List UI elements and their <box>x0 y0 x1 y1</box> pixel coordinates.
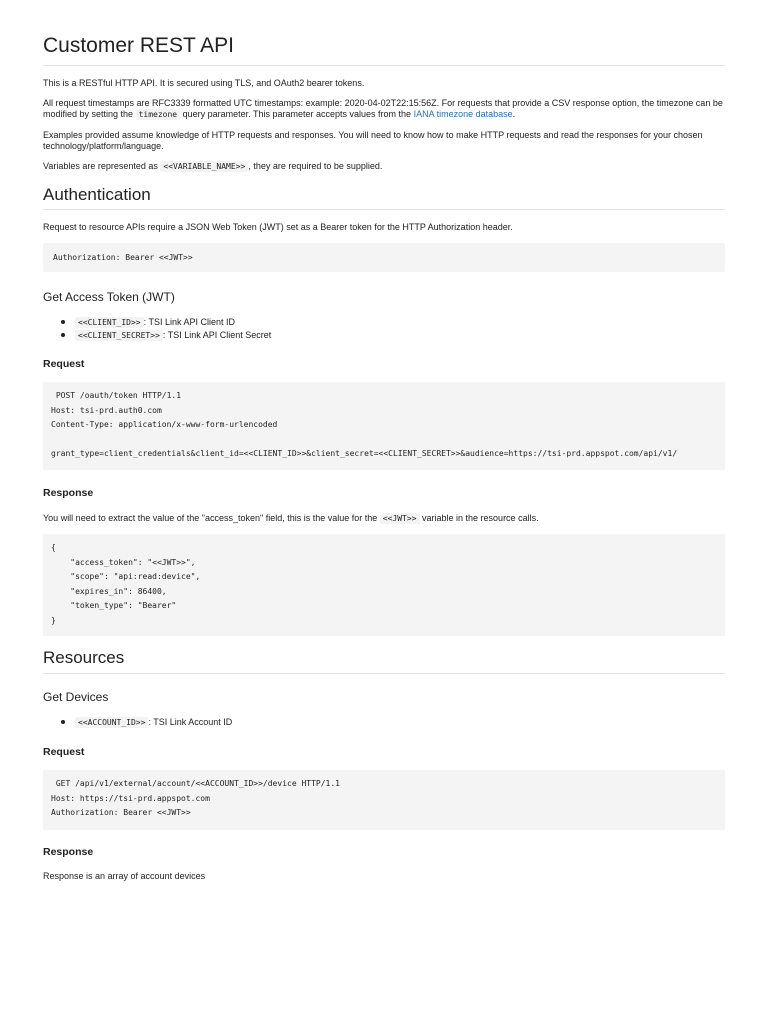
authorization-code-block: Authorization: Bearer <<JWT>> <box>43 243 725 272</box>
param-client-secret <box>43 329 725 342</box>
client-id-desc: : TSI Link API Client ID <box>143 317 235 327</box>
token-response-heading: Response <box>43 487 94 499</box>
token-response-code-block: { "access_token": "<<JWT>>", "scope": "api:read:device", "expires_in": 86400, "token_type": "Bearer" } <box>43 534 725 636</box>
authentication-text: Request to resource APIs require a JSON Web Token (JWT) set as a Bearer token for the HTTP Authorization header. <box>43 222 513 232</box>
token-request-code-block: POST /oauth/token HTTP/1.1 Host: tsi-prd.auth0.com Content-Type: application/x-www-form-urlencoded grant_type=client_credentials&client_id=<<CLIENT_ID>>&client_secret=<<CLIENT_SECRET>>&audience=https://tsi-prd.appspot.com/api/v1/ <box>43 382 725 470</box>
page-title: Customer REST API <box>43 34 235 57</box>
intro-p2-text-c: . <box>512 109 516 119</box>
get-access-token-heading: Get Access Token (JWT) <box>43 290 175 304</box>
account-id-desc: : TSI Link Account ID <box>148 717 233 727</box>
get-devices-heading: Get Devices <box>43 690 109 704</box>
client-secret-desc: : TSI Link API Client Secret <box>162 330 272 340</box>
intro-p4-text-a: Variables are represented as <box>43 161 158 171</box>
devices-response-text: Response is an array of account devices <box>43 871 206 881</box>
timezone-code: timezone <box>136 109 181 120</box>
intro-p2-text-b: query parameter. This parameter accepts values from the <box>182 109 412 119</box>
resources-heading: Resources <box>43 648 125 667</box>
token-response-text-a: You will need to extract the value of the "access_token" field, this is the value for the <box>43 513 378 523</box>
client-secret-code: <<CLIENT_SECRET>> <box>75 330 163 341</box>
param-account-id <box>43 716 725 729</box>
client-id-code: <<CLIENT_ID>> <box>75 317 144 328</box>
variable-name-code: <<VARIABLE_NAME>> <box>160 161 248 172</box>
devices-response-heading: Response <box>43 846 94 858</box>
resources-divider <box>43 673 725 674</box>
param-client-id <box>43 316 725 329</box>
authentication-divider <box>43 209 725 210</box>
intro-paragraph-1: This is a RESTful HTTP API. It is secured using TLS, and OAuth2 bearer tokens. <box>43 78 365 88</box>
token-response-text-b: variable in the resource calls. <box>422 513 539 523</box>
token-params-list <box>43 316 725 342</box>
token-response-text <box>43 513 725 524</box>
jwt-code: <<JWT>> <box>380 513 420 524</box>
title-divider <box>43 65 725 66</box>
token-request-heading: Request <box>43 358 85 370</box>
devices-request-heading: Request <box>43 746 85 758</box>
intro-paragraph-2 <box>43 98 725 120</box>
intro-paragraph-3: Examples provided assume knowledge of HTTP requests and responses. You will need to know how to make HTTP requests and read the responses for your chosen technology/platform/language. <box>43 130 703 151</box>
intro-p2-text-a: All request timestamps are RFC3339 formatted UTC timestamps: example: 2020-04-02T22:15:56Z. For requests that provide a CSV response option, the timezone can be modified by setting the <box>43 98 723 119</box>
account-id-code: <<ACCOUNT_ID>> <box>75 717 148 728</box>
iana-timezone-link[interactable]: IANA timezone database <box>413 109 513 119</box>
devices-params-list <box>43 716 725 729</box>
devices-request-code-block: GET /api/v1/external/account/<<ACCOUNT_ID>>/device HTTP/1.1 Host: https://tsi-prd.appspot.com Authorization: Bearer <<JWT>> <box>43 770 725 830</box>
intro-p4-text-b: , they are required to be supplied. <box>248 161 383 171</box>
authentication-heading: Authentication <box>43 185 151 204</box>
intro-paragraph-4 <box>43 161 725 172</box>
